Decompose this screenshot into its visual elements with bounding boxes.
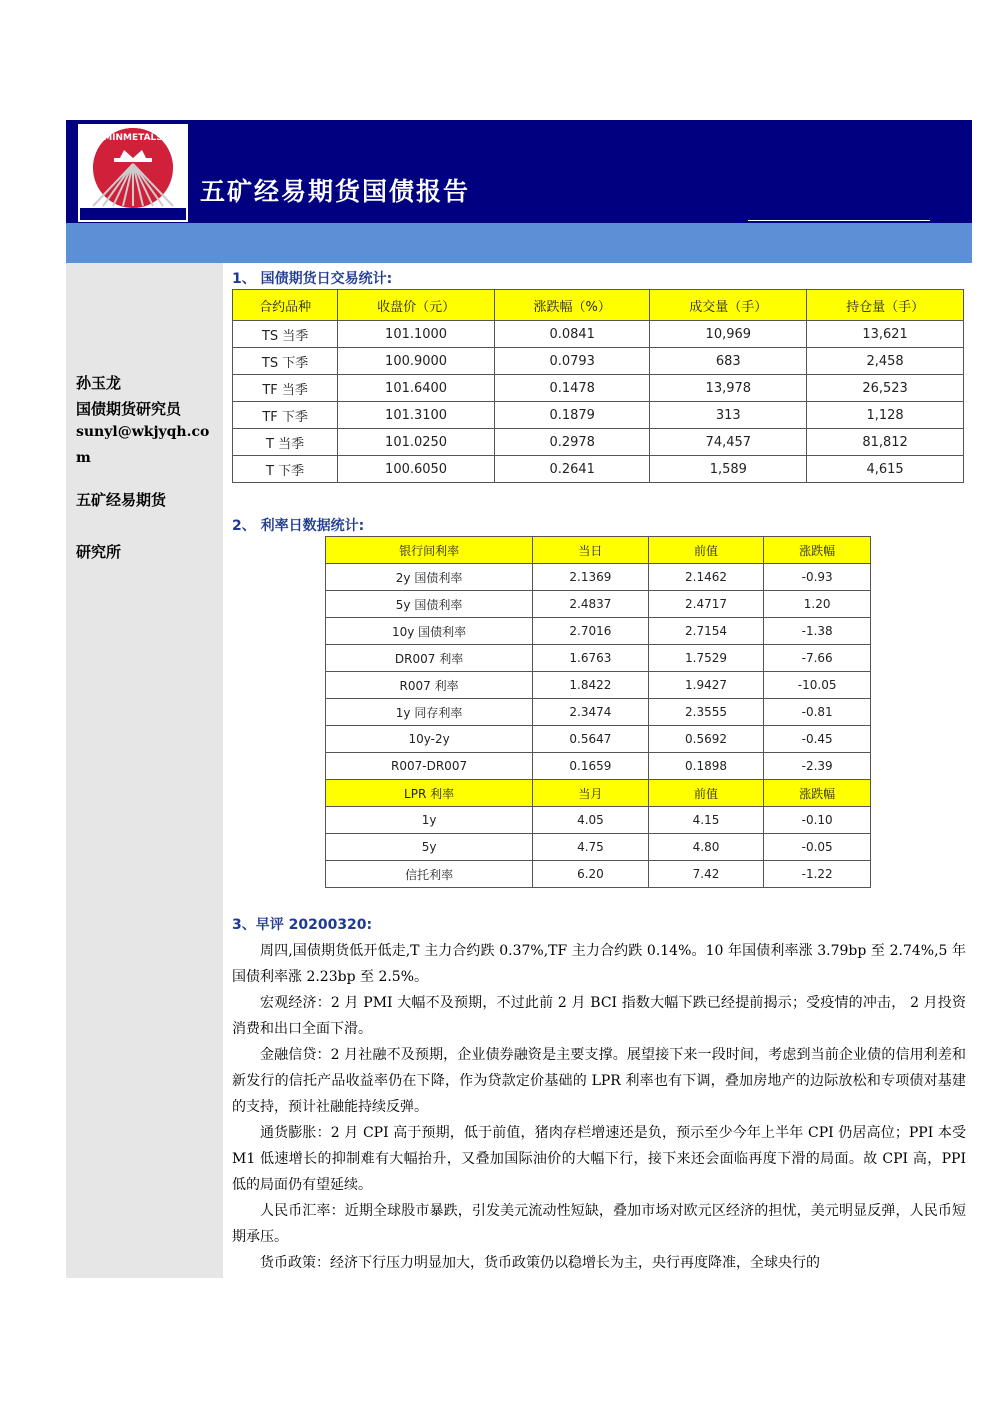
table-header-row: [233, 290, 964, 321]
col-header: 当日: [533, 537, 649, 564]
table-cell: -0.10: [764, 807, 871, 834]
table-cell: 2.7016: [533, 618, 649, 645]
table-row: [326, 726, 871, 753]
section2-title: 2、 利率日数据统计:: [232, 518, 365, 534]
table-cell: 100.6050: [338, 456, 495, 483]
paragraph: 通货膨胀：2 月 CPI 高于预期，低于前值，猪肉存栏增速还是负，预示至少今年上半年 CPI 仍居高位；PPI 本受 M1 低速增长的抑制难有大幅抬升，又叠加国际油价的大幅下行，接下来还会面临再度下滑的局面。故 CPI 高，PPI 低的局面仍有望延续。: [232, 1125, 966, 1193]
logo-lettering: MINMETALS: [103, 133, 163, 143]
table-cell: 7.42: [648, 861, 764, 888]
table-cell: 5y: [326, 834, 533, 861]
table-cell: 1.7529: [648, 645, 764, 672]
col-header: 收盘价（元）: [338, 290, 495, 321]
col-header: 成交量（手）: [650, 290, 807, 321]
table-row: [233, 348, 964, 375]
table-row: [326, 834, 871, 861]
table-cell: 10y-2y: [326, 726, 533, 753]
paragraph: 周四,国债期货低开低走,T 主力合约跌 0.37%,TF 主力合约跌 0.14%。10 年国债利率涨 3.79bp 至 2.74%,5 年国债利率涨 2.23bp 至 2.5%。: [232, 943, 966, 985]
col-header: 合约品种: [233, 290, 338, 321]
table-row: [326, 672, 871, 699]
table-header-row: [326, 537, 871, 564]
table-row: [233, 321, 964, 348]
col-header: 涨跌幅（%）: [494, 290, 649, 321]
table-cell: 0.5647: [533, 726, 649, 753]
table-cell: 0.1879: [494, 402, 649, 429]
table-cell: 2.3555: [648, 699, 764, 726]
table-cell: TF 下季: [233, 402, 338, 429]
table-cell: 101.6400: [338, 375, 495, 402]
table-cell: 4.15: [648, 807, 764, 834]
paragraph: 人民币汇率：近期全球股市暴跌，引发美元流动性短缺，叠加市场对欧元区经济的担忧，美元明显反弹，人民币短期承压。: [232, 1203, 966, 1245]
futures-trading-table: [232, 289, 964, 483]
table-cell: 0.1898: [648, 753, 764, 780]
table-cell: -1.22: [764, 861, 871, 888]
morning-review: [232, 912, 966, 1276]
table-row: [326, 699, 871, 726]
table-cell: 26,523: [807, 375, 964, 402]
table-row: [233, 375, 964, 402]
table-row: [233, 402, 964, 429]
table-cell: 101.3100: [338, 402, 495, 429]
table-cell: 4.05: [533, 807, 649, 834]
table-cell: 101.0250: [338, 429, 495, 456]
table-cell: 0.1659: [533, 753, 649, 780]
table-cell: 0.1478: [494, 375, 649, 402]
table-cell: 1,128: [807, 402, 964, 429]
table-row: [326, 645, 871, 672]
table-cell: 0.5692: [648, 726, 764, 753]
report-title: 五矿经易期货国债报告: [200, 177, 471, 206]
table-row: [326, 618, 871, 645]
table-cell: 1.20: [764, 591, 871, 618]
table-cell: T 下季: [233, 456, 338, 483]
table-cell: 313: [650, 402, 807, 429]
table-cell: R007 利率: [326, 672, 533, 699]
table-cell: 74,457: [650, 429, 807, 456]
table-cell: 10,969: [650, 321, 807, 348]
table-row: [233, 429, 964, 456]
table-cell: 0.2978: [494, 429, 649, 456]
table-cell: 81,812: [807, 429, 964, 456]
author-email: sunyl@wkjyqh.co: [76, 424, 210, 440]
table-cell: 1.9427: [648, 672, 764, 699]
table-cell: TS 当季: [233, 321, 338, 348]
table-cell: TF 当季: [233, 375, 338, 402]
table-cell: 4.75: [533, 834, 649, 861]
minmetals-logo: [78, 124, 188, 222]
table-cell: 2.7154: [648, 618, 764, 645]
author-name: 孙玉龙: [76, 374, 122, 392]
col-header: 前值: [648, 780, 764, 807]
table-cell: 5y 国债利率: [326, 591, 533, 618]
table-cell: DR007 利率: [326, 645, 533, 672]
table-cell: 信托利率: [326, 861, 533, 888]
author-email-cont: m: [76, 450, 91, 466]
table-cell: 1.8422: [533, 672, 649, 699]
header-divider: [748, 220, 930, 221]
paragraph: 货币政策：经济下行压力明显加大，货币政策仍以稳增长为主，央行再度降准，全球央行的: [260, 1255, 820, 1271]
company-name: 五矿经易期货: [76, 491, 167, 509]
col-header: 前值: [648, 537, 764, 564]
table-cell: -0.05: [764, 834, 871, 861]
col-header: 当月: [533, 780, 649, 807]
table-cell: 13,621: [807, 321, 964, 348]
table-cell: 2,458: [807, 348, 964, 375]
table-row: [233, 456, 964, 483]
table-cell: T 当季: [233, 429, 338, 456]
table-cell: 4.80: [648, 834, 764, 861]
table-header-row: [326, 780, 871, 807]
table-row: [326, 591, 871, 618]
col-header: LPR 利率: [326, 780, 533, 807]
table-cell: -0.81: [764, 699, 871, 726]
paragraph: 宏观经济：2 月 PMI 大幅不及预期，不过此前 2 月 BCI 指数大幅下跌已经提前揭示；受疫情的冲击， 2 月投资消费和出口全面下滑。: [232, 995, 966, 1037]
author-role: 国债期货研究员: [76, 400, 182, 418]
table-cell: 100.9000: [338, 348, 495, 375]
paragraph: 金融信贷：2 月社融不及预期，企业债券融资是主要支撑。展望接下来一段时间，考虑到当前企业债的信用利差和新发行的信托产品收益率仍在下降，作为贷款定价基础的 LPR 利率也有下调，叠加房地产的边际放松和专项债对基建的支持，预计社融能持续反弹。: [232, 1047, 966, 1115]
table-cell: 2.4837: [533, 591, 649, 618]
table-cell: 13,978: [650, 375, 807, 402]
section3-title: 3、早评 20200320:: [232, 917, 373, 933]
table-cell: 2.1462: [648, 564, 764, 591]
table-cell: 2y 国债利率: [326, 564, 533, 591]
table-cell: 683: [650, 348, 807, 375]
table-row: [326, 807, 871, 834]
table-row: [326, 753, 871, 780]
table-cell: R007-DR007: [326, 753, 533, 780]
table-cell: TS 下季: [233, 348, 338, 375]
table-row: [326, 861, 871, 888]
table-cell: 1y: [326, 807, 533, 834]
col-header: 银行间利率: [326, 537, 533, 564]
table-row: [326, 564, 871, 591]
table-cell: 2.1369: [533, 564, 649, 591]
table-cell: 0.0841: [494, 321, 649, 348]
col-header: 涨跌幅: [764, 537, 871, 564]
table-cell: -2.39: [764, 753, 871, 780]
col-header: 持仓量（手）: [807, 290, 964, 321]
table-cell: 10y 国债利率: [326, 618, 533, 645]
table-cell: 101.1000: [338, 321, 495, 348]
table-cell: 0.2641: [494, 456, 649, 483]
table-cell: -10.05: [764, 672, 871, 699]
table-cell: 2.3474: [533, 699, 649, 726]
subheader-band: [66, 223, 972, 263]
table-cell: -0.93: [764, 564, 871, 591]
table-cell: 1,589: [650, 456, 807, 483]
col-header: 涨跌幅: [764, 780, 871, 807]
table-cell: -1.38: [764, 618, 871, 645]
table-cell: 4,615: [807, 456, 964, 483]
table-cell: 6.20: [533, 861, 649, 888]
table-cell: 1.6763: [533, 645, 649, 672]
interest-rate-table: [325, 536, 871, 888]
table-cell: -7.66: [764, 645, 871, 672]
table-cell: -0.45: [764, 726, 871, 753]
department-name: 研究所: [76, 543, 122, 561]
table-cell: 1y 同存利率: [326, 699, 533, 726]
section1-title: 1、 国债期货日交易统计:: [232, 271, 393, 287]
table-cell: 2.4717: [648, 591, 764, 618]
table-cell: 0.0793: [494, 348, 649, 375]
